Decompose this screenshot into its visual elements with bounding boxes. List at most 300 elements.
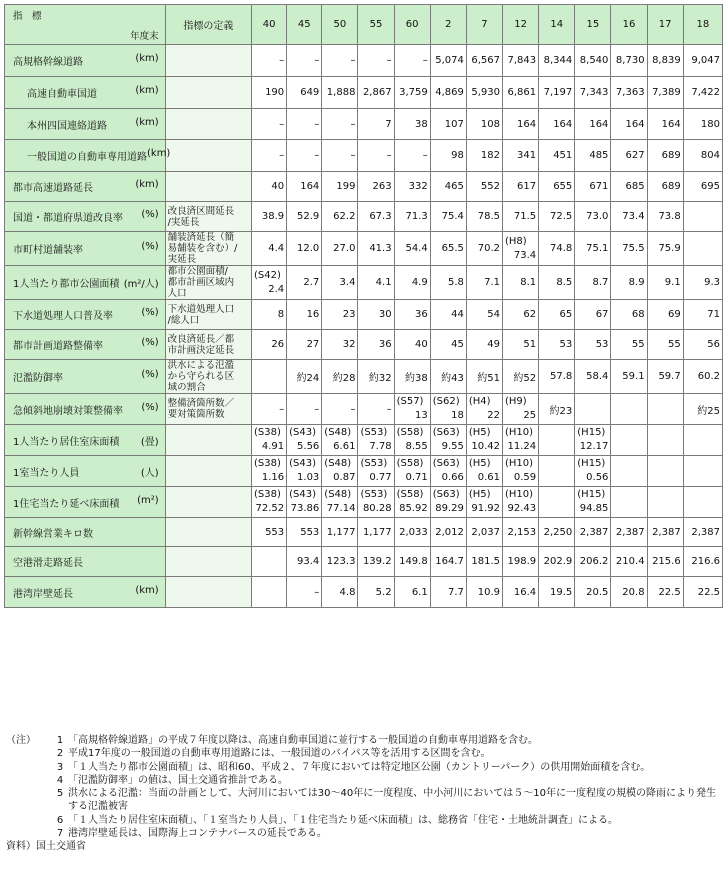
indicator-name: 1室当たり人員 bbox=[13, 467, 80, 479]
year-note: (S43) bbox=[289, 489, 317, 500]
value-cell: 4.8 bbox=[322, 577, 358, 608]
value-cell: 36 bbox=[358, 330, 394, 360]
indicator-cell bbox=[5, 266, 166, 300]
indicator-cell bbox=[5, 456, 166, 487]
indicator-cell bbox=[5, 518, 166, 547]
header-year: 18 bbox=[683, 5, 722, 45]
value-cell: 16 bbox=[287, 300, 322, 330]
value-cell: 59.1 bbox=[611, 360, 647, 394]
notes-label: （注） bbox=[6, 735, 36, 746]
value-cell: 8.5 bbox=[539, 266, 575, 300]
value-cell: – bbox=[394, 45, 430, 77]
value-cell: 62.2 bbox=[322, 202, 358, 232]
value-cell: 4,869 bbox=[430, 77, 466, 109]
value-cell: 27.0 bbox=[322, 232, 358, 266]
value-cell: 108 bbox=[466, 109, 502, 140]
value-cell: – bbox=[358, 394, 394, 425]
value-cell: 6,567 bbox=[466, 45, 502, 77]
value-cell bbox=[466, 394, 502, 425]
table-row bbox=[5, 266, 723, 300]
value-cell: 671 bbox=[575, 172, 611, 202]
value-cell: 49 bbox=[466, 330, 502, 360]
value-cell: 約24 bbox=[287, 360, 322, 394]
value-cell: 8,730 bbox=[611, 45, 647, 77]
value-cell: 8,344 bbox=[539, 45, 575, 77]
value-cell bbox=[394, 394, 430, 425]
year-note: (H15) bbox=[577, 458, 606, 469]
year-note: (S57) bbox=[396, 396, 424, 407]
value-cell bbox=[358, 456, 394, 487]
value-cell: 164 bbox=[647, 109, 683, 140]
value-cell bbox=[322, 456, 358, 487]
note-item: 3 「１人当たり都市公園面積」は、昭和60、平成２、７年度においては特定地区公園（カントリーパーク）の供用開始面積を含む。 bbox=[56, 761, 651, 773]
value-cell bbox=[466, 456, 502, 487]
value-cell: – bbox=[287, 109, 322, 140]
value-cell: 180 bbox=[683, 109, 722, 140]
indicator-unit: (km) bbox=[147, 148, 171, 159]
corner-year-label: 年度末 bbox=[130, 30, 159, 42]
definition-cell: 舗装済延長（簡 易舗装を含む）/ 実延長 bbox=[165, 232, 251, 266]
year-note: (H15) bbox=[577, 427, 606, 438]
indicator-unit: (%) bbox=[141, 307, 159, 318]
value-cell: 341 bbox=[503, 140, 539, 172]
value-cell: 16.4 bbox=[503, 577, 539, 608]
table-row bbox=[5, 456, 723, 487]
value-cell bbox=[430, 394, 466, 425]
year-note: (S38) bbox=[254, 427, 281, 438]
value-cell: 67 bbox=[575, 300, 611, 330]
value: 1.16 bbox=[261, 472, 285, 483]
value-cell: – bbox=[287, 577, 322, 608]
year-note: (S42) bbox=[254, 269, 281, 281]
value-cell: 190 bbox=[252, 77, 287, 109]
indicator-cell bbox=[5, 202, 166, 232]
definition-cell bbox=[165, 547, 251, 577]
year-note: (S48) bbox=[324, 489, 352, 500]
value-cell bbox=[430, 456, 466, 487]
value-cell: 27 bbox=[287, 330, 322, 360]
value-cell: 65.5 bbox=[430, 232, 466, 266]
indicator-name: 下水道処理人口普及率 bbox=[13, 311, 113, 322]
value-cell bbox=[252, 487, 287, 518]
indicator-name: 高規格幹線道路 bbox=[13, 57, 83, 68]
value: 73.86 bbox=[290, 503, 320, 514]
value: 0.77 bbox=[369, 472, 392, 483]
value-cell: 553 bbox=[252, 518, 287, 547]
table-row bbox=[5, 202, 723, 232]
value-cell bbox=[539, 425, 575, 456]
year-note: (S53) bbox=[360, 427, 388, 438]
value-cell: 38.9 bbox=[252, 202, 287, 232]
value-cell bbox=[503, 425, 539, 456]
value-cell: 30 bbox=[358, 300, 394, 330]
year-note: (H9) bbox=[505, 396, 527, 407]
value-cell: 2,250 bbox=[539, 518, 575, 547]
value-cell: 20.8 bbox=[611, 577, 647, 608]
value-cell: 73.4 bbox=[611, 202, 647, 232]
source-label: 資料） bbox=[6, 841, 36, 853]
value-cell bbox=[611, 487, 647, 518]
value-cell bbox=[466, 425, 502, 456]
indicator-unit: (km) bbox=[135, 179, 159, 190]
header-year: 12 bbox=[503, 5, 539, 45]
value-cell: 22.5 bbox=[647, 577, 683, 608]
value-cell: 7,422 bbox=[683, 77, 722, 109]
value-cell: 617 bbox=[503, 172, 539, 202]
table-row bbox=[5, 394, 723, 425]
value-cell bbox=[430, 487, 466, 518]
year-note: (S58) bbox=[396, 427, 424, 438]
value-cell: 2,153 bbox=[503, 518, 539, 547]
value: 12.17 bbox=[579, 441, 609, 452]
value-cell: 2,387 bbox=[683, 518, 722, 547]
value-cell: – bbox=[322, 45, 358, 77]
year-note: (S63) bbox=[432, 458, 460, 469]
value-cell: 2.7 bbox=[287, 266, 322, 300]
definition-cell bbox=[165, 140, 251, 172]
value-cell: 7,843 bbox=[503, 45, 539, 77]
value-cell: 655 bbox=[539, 172, 575, 202]
value-cell: 約32 bbox=[358, 360, 394, 394]
value-cell: 32 bbox=[322, 330, 358, 360]
value: 13 bbox=[414, 410, 428, 421]
definition-cell bbox=[165, 77, 251, 109]
value-cell: 9.1 bbox=[647, 266, 683, 300]
indicator-cell bbox=[5, 232, 166, 266]
value: 10.42 bbox=[471, 441, 500, 452]
value-cell: 8 bbox=[252, 300, 287, 330]
value-cell bbox=[575, 425, 611, 456]
value-cell: 8.9 bbox=[611, 266, 647, 300]
value: 73.4 bbox=[513, 249, 537, 261]
value-cell: 164 bbox=[539, 109, 575, 140]
value-cell: 164 bbox=[575, 109, 611, 140]
value-cell: 58.4 bbox=[575, 360, 611, 394]
value-cell: 7.1 bbox=[466, 266, 502, 300]
value-cell: 41.3 bbox=[358, 232, 394, 266]
year-note: (S58) bbox=[396, 458, 424, 469]
value-cell: 8,540 bbox=[575, 45, 611, 77]
year-note: (H4) bbox=[468, 396, 491, 407]
value-cell bbox=[575, 456, 611, 487]
value-cell bbox=[252, 360, 287, 394]
indicator-unit: (km) bbox=[135, 116, 159, 128]
definition-cell: 整備済箇所数／ 要対策箇所数 bbox=[165, 394, 251, 425]
value-cell bbox=[322, 487, 358, 518]
value-cell: 22.5 bbox=[683, 577, 722, 608]
year-note: (H5) bbox=[468, 458, 491, 469]
value-cell: 202.9 bbox=[539, 547, 575, 577]
value-cell: 685 bbox=[611, 172, 647, 202]
indicator-cell bbox=[5, 547, 166, 577]
year-note: (S48) bbox=[324, 427, 352, 438]
indicator-cell bbox=[5, 577, 166, 608]
indicator-cell bbox=[5, 487, 166, 518]
value-cell: 198.9 bbox=[503, 547, 539, 577]
value-cell: 36 bbox=[394, 300, 430, 330]
value: 2.4 bbox=[268, 283, 285, 295]
definition-cell: 改良済延長／都 市計画決定延長 bbox=[165, 330, 251, 360]
value-cell: 107 bbox=[430, 109, 466, 140]
value-cell bbox=[287, 456, 322, 487]
value-cell: 6,861 bbox=[503, 77, 539, 109]
year-note: (S43) bbox=[289, 427, 317, 438]
value-cell: 5,930 bbox=[466, 77, 502, 109]
indicator-cell bbox=[5, 77, 166, 109]
value: 80.28 bbox=[362, 503, 392, 514]
value-cell: 181.5 bbox=[466, 547, 502, 577]
value-cell: 263 bbox=[358, 172, 394, 202]
value-cell bbox=[683, 487, 722, 518]
value-cell: 約25 bbox=[683, 394, 722, 425]
indicator-unit: (%) bbox=[141, 241, 159, 252]
value-cell bbox=[683, 202, 722, 232]
indicator-unit: (畳) bbox=[140, 436, 159, 448]
indicator-name: 一般国道の自動車専用道路 bbox=[27, 152, 147, 163]
indicator-name: 1人当たり居住室床面積 bbox=[13, 436, 120, 448]
value-cell bbox=[647, 456, 683, 487]
value: 0.66 bbox=[441, 472, 464, 483]
value-cell: 485 bbox=[575, 140, 611, 172]
value: 0.56 bbox=[586, 472, 609, 483]
table-row bbox=[5, 547, 723, 577]
value-cell: – bbox=[252, 140, 287, 172]
value-cell: 約43 bbox=[430, 360, 466, 394]
value-cell: – bbox=[358, 45, 394, 77]
table-row bbox=[5, 518, 723, 547]
value-cell bbox=[252, 577, 287, 608]
indicator-unit: (%) bbox=[141, 337, 159, 348]
value-cell bbox=[611, 456, 647, 487]
indicator-cell bbox=[5, 45, 166, 77]
indicator-unit: (km) bbox=[135, 584, 159, 596]
table-row bbox=[5, 140, 723, 172]
value-cell bbox=[611, 425, 647, 456]
value-cell: 71 bbox=[683, 300, 722, 330]
year-note: (H10) bbox=[505, 427, 534, 438]
header-year: 40 bbox=[252, 5, 287, 45]
value-cell: 5.2 bbox=[358, 577, 394, 608]
value-cell: 59.7 bbox=[647, 360, 683, 394]
value-cell: 182 bbox=[466, 140, 502, 172]
indicator-cell bbox=[5, 300, 166, 330]
value: 9.55 bbox=[441, 441, 464, 452]
table-row bbox=[5, 77, 723, 109]
value-cell: – bbox=[287, 394, 322, 425]
value-cell: – bbox=[287, 140, 322, 172]
value-cell: 53 bbox=[575, 330, 611, 360]
year-note: (S43) bbox=[289, 458, 317, 469]
value-cell bbox=[503, 487, 539, 518]
value-cell bbox=[683, 456, 722, 487]
value-cell: – bbox=[322, 140, 358, 172]
value: 92.43 bbox=[507, 503, 537, 514]
value-cell: 1,888 bbox=[322, 77, 358, 109]
indicator-cell bbox=[5, 109, 166, 140]
value-cell: 2,012 bbox=[430, 518, 466, 547]
source-line bbox=[6, 840, 722, 853]
indicator-name: 氾濫防御率 bbox=[13, 373, 63, 384]
value-cell: 2,387 bbox=[575, 518, 611, 547]
value-cell: 53 bbox=[539, 330, 575, 360]
value-cell bbox=[322, 425, 358, 456]
value-cell: 164.7 bbox=[430, 547, 466, 577]
value-cell: 51 bbox=[503, 330, 539, 360]
value-cell: 93.4 bbox=[287, 547, 322, 577]
value-cell bbox=[539, 456, 575, 487]
value-cell: 71.5 bbox=[503, 202, 539, 232]
definition-cell bbox=[165, 518, 251, 547]
value-cell: 7,197 bbox=[539, 77, 575, 109]
value-cell bbox=[503, 232, 539, 266]
value-cell: 20.5 bbox=[575, 577, 611, 608]
indicator-name: 急傾斜地崩壊対策整備率 bbox=[13, 405, 123, 417]
value-cell: 164 bbox=[503, 109, 539, 140]
table-row bbox=[5, 300, 723, 330]
value-cell: 40 bbox=[252, 172, 287, 202]
value: 1.03 bbox=[297, 472, 320, 483]
value-cell: 65 bbox=[539, 300, 575, 330]
value-cell: 332 bbox=[394, 172, 430, 202]
value-cell: 199 bbox=[322, 172, 358, 202]
value-cell: 689 bbox=[647, 172, 683, 202]
value-cell: 約51 bbox=[466, 360, 502, 394]
value-cell: 2,037 bbox=[466, 518, 502, 547]
header-year: 50 bbox=[322, 5, 358, 45]
value-cell: 98 bbox=[430, 140, 466, 172]
value-cell: 68 bbox=[611, 300, 647, 330]
header-year: 55 bbox=[358, 5, 394, 45]
definition-cell: 下水道処理人口 /総人口 bbox=[165, 300, 251, 330]
value-cell bbox=[358, 487, 394, 518]
definition-cell bbox=[165, 425, 251, 456]
value: 85.92 bbox=[399, 503, 428, 514]
value-cell: 56 bbox=[683, 330, 722, 360]
value: 7.78 bbox=[369, 441, 392, 452]
note-item: 5 洪水による氾濫：当面の計画として、大河川においては30～40年に一度程度、中小河川においては５～10年に一度程度の規模の降雨により発生する氾濫被害 bbox=[56, 788, 716, 813]
value-cell: 73.0 bbox=[575, 202, 611, 232]
value-cell: 75.4 bbox=[430, 202, 466, 232]
definition-cell bbox=[165, 45, 251, 77]
value-cell: 73.8 bbox=[647, 202, 683, 232]
indicator-name: 港湾岸壁延長 bbox=[13, 588, 73, 600]
value-cell: 149.8 bbox=[394, 547, 430, 577]
value-cell: 10.9 bbox=[466, 577, 502, 608]
year-note: (S48) bbox=[324, 458, 352, 469]
note-item: 2 平成17年度の一般国道の自動車専用道路には、一般国道のバイパス等を活用する区間を含む。 bbox=[56, 748, 491, 760]
value-cell bbox=[252, 456, 287, 487]
year-note: (H15) bbox=[577, 489, 606, 500]
table-row bbox=[5, 109, 723, 140]
indicator-unit: (%) bbox=[141, 369, 159, 380]
value-cell bbox=[394, 487, 430, 518]
value-cell: 54 bbox=[466, 300, 502, 330]
value-cell bbox=[683, 425, 722, 456]
value-cell: 123.3 bbox=[322, 547, 358, 577]
value-cell: 62 bbox=[503, 300, 539, 330]
value-cell: 72.5 bbox=[539, 202, 575, 232]
value-cell: 2,387 bbox=[647, 518, 683, 547]
header-definition: 指標の定義 bbox=[165, 5, 251, 45]
header-year: 7 bbox=[466, 5, 502, 45]
year-note: (S53) bbox=[360, 458, 388, 469]
value-cell bbox=[394, 456, 430, 487]
definition-cell: 都市公園面積/ 都市計画区域内 人口 bbox=[165, 266, 251, 300]
year-note: (S62) bbox=[432, 396, 460, 407]
value-cell: 26 bbox=[252, 330, 287, 360]
indicator-name: 都市高速道路延長 bbox=[13, 183, 93, 194]
value-cell bbox=[358, 425, 394, 456]
value-cell: 2,387 bbox=[611, 518, 647, 547]
value-cell: 約52 bbox=[503, 360, 539, 394]
value-cell: 206.2 bbox=[575, 547, 611, 577]
value-cell: 55 bbox=[647, 330, 683, 360]
value-cell: 552 bbox=[466, 172, 502, 202]
value-cell: 55 bbox=[611, 330, 647, 360]
source-text: 国土交通省 bbox=[36, 841, 86, 853]
value-cell: 52.9 bbox=[287, 202, 322, 232]
value-cell: 164 bbox=[287, 172, 322, 202]
table-row bbox=[5, 487, 723, 518]
value-cell: 451 bbox=[539, 140, 575, 172]
value-cell: 74.8 bbox=[539, 232, 575, 266]
value-cell bbox=[575, 394, 611, 425]
value: 72.52 bbox=[255, 503, 285, 514]
value-cell bbox=[539, 487, 575, 518]
definition-cell bbox=[165, 172, 251, 202]
value-cell: 8.7 bbox=[575, 266, 611, 300]
value: 25 bbox=[523, 410, 537, 421]
year-note: (H10) bbox=[505, 489, 534, 500]
value: 8.55 bbox=[405, 441, 428, 452]
value-cell: 19.5 bbox=[539, 577, 575, 608]
value-cell: 627 bbox=[611, 140, 647, 172]
year-note: (H8) bbox=[505, 235, 527, 247]
value-cell: 38 bbox=[394, 109, 430, 140]
notes-section bbox=[6, 734, 722, 854]
infrastructure-table bbox=[4, 4, 723, 608]
value-cell: 4.9 bbox=[394, 266, 430, 300]
year-note: (S58) bbox=[396, 489, 424, 500]
value-cell bbox=[575, 487, 611, 518]
indicator-unit: (m²) bbox=[137, 494, 159, 506]
definition-cell bbox=[165, 109, 251, 140]
indicator-cell bbox=[5, 172, 166, 202]
value-cell: 164 bbox=[611, 109, 647, 140]
value-cell: 75.1 bbox=[575, 232, 611, 266]
value-cell: 40 bbox=[394, 330, 430, 360]
note-item: （注） 1 「高規格幹線道路」の平成７年度以降は、高速自動車国道に並行する一般国道の自動車専用道路を含む。 bbox=[6, 735, 538, 746]
indicator-cell bbox=[5, 425, 166, 456]
year-note: (S38) bbox=[254, 458, 281, 469]
note-item: 4 「氾濫防御率」の値は、国土交通省推計である。 bbox=[56, 774, 288, 786]
value-cell: 1,177 bbox=[358, 518, 394, 547]
value-cell: 70.2 bbox=[466, 232, 502, 266]
value-cell: 71.3 bbox=[394, 202, 430, 232]
year-note: (S63) bbox=[432, 489, 460, 500]
value-cell: 216.6 bbox=[683, 547, 722, 577]
year-note: (H5) bbox=[468, 489, 491, 500]
value-cell: 7.7 bbox=[430, 577, 466, 608]
table-row bbox=[5, 360, 723, 394]
value-cell: 8.1 bbox=[503, 266, 539, 300]
value-cell: 約23 bbox=[539, 394, 575, 425]
indicator-unit: (人) bbox=[140, 467, 159, 479]
indicator-name: 高速自動車国道 bbox=[27, 89, 97, 100]
value-cell: 5,074 bbox=[430, 45, 466, 77]
value-cell: 4.1 bbox=[358, 266, 394, 300]
year-note: (S63) bbox=[432, 427, 460, 438]
